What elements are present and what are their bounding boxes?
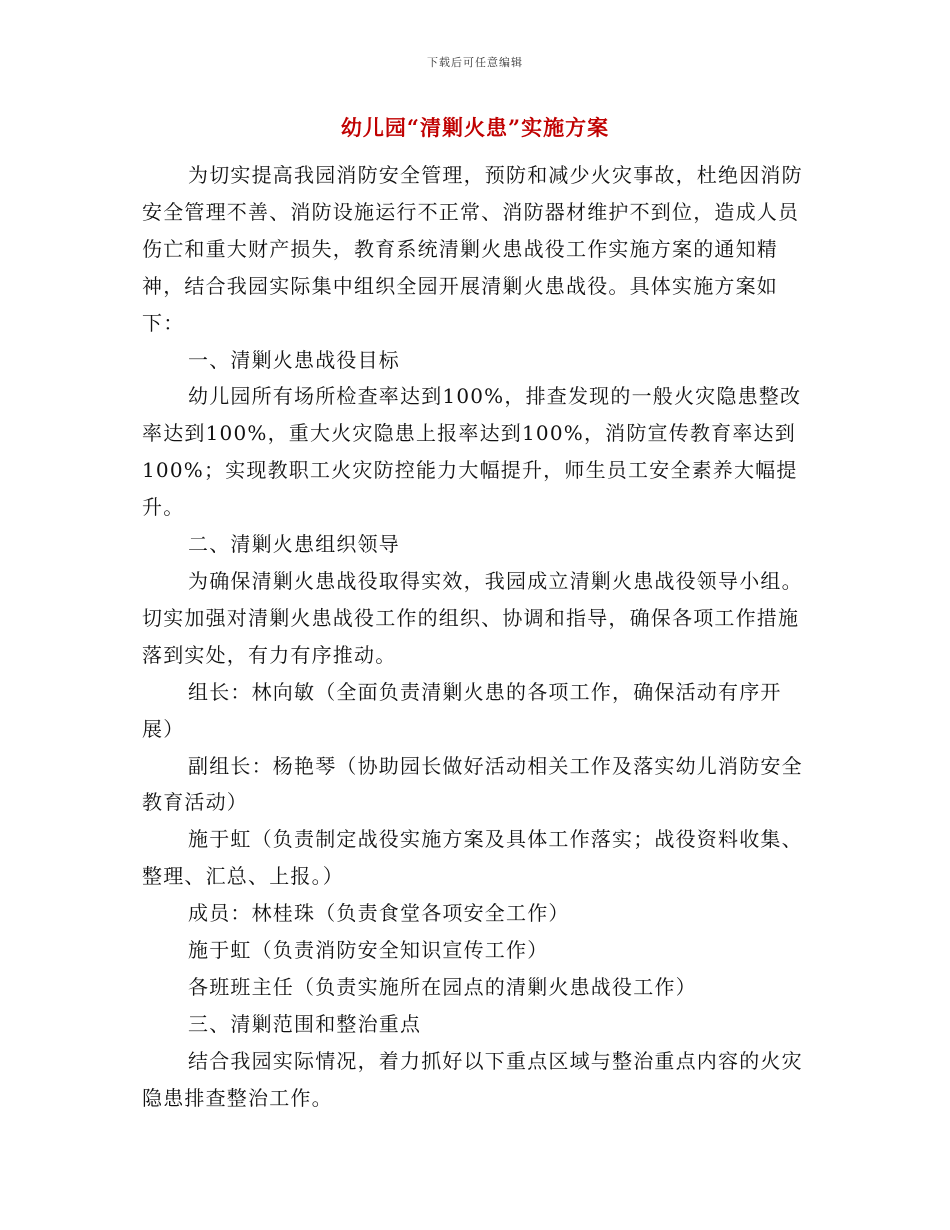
leadership-paragraph: 为确保清剿火患战役取得实效，我园成立清剿火患战役领导小组。切实加强对清剿火患战役工作的组织、协调和指导，确保各项工作措施落到实处，有力有序推动。 [142, 568, 803, 667]
member-teachers-paragraph: 各班班主任（负责实施所在园点的清剿火患战役工作） [188, 974, 697, 999]
goals-paragraph: 幼儿园所有场所检查率达到100%，排查发现的一般火灾隐患整改率达到100%，重大火灾隐患上报率达到100%，消防宣传教育率达到100%；实现教职工火灾防控能力大幅提升，师生员工安全素养大幅提升。 [142, 384, 802, 520]
member-publicity-paragraph: 施于虹（负责消防安全知识宣传工作） [188, 938, 549, 963]
section-heading-goals: 一、清剿火患战役目标 [188, 347, 400, 372]
document-title: 幼儿园“清剿火患”实施方案 [340, 115, 610, 140]
scope-paragraph: 结合我园实际情况，着力抓好以下重点区域与整治重点内容的火灾隐患排查整治工作。 [142, 1048, 803, 1110]
section-heading-scope: 三、清剿范围和整治重点 [188, 1011, 422, 1036]
deputy-member-paragraph: 施于虹（负责制定战役实施方案及具体工作落实；战役资料收集、整理、汇总、上报。） [142, 827, 803, 889]
header-note: 下载后可任意编辑 [427, 56, 523, 69]
member-canteen-paragraph: 成员：林桂珠（负责食堂各项安全工作） [188, 901, 570, 926]
team-leader-paragraph: 组长：林向敏（全面负责清剿火患的各项工作，确保活动有序开展） [142, 679, 782, 741]
section-heading-leadership: 二、清剿火患组织领导 [188, 532, 400, 557]
intro-paragraph: 为切实提高我园消防安全管理，预防和减少火灾事故，杜绝因消防安全管理不善、消防设施运行不正常、消防器材维护不到位，造成人员伤亡和重大财产损失，教育系统清剿火患战役工作实施方案的通知精神，结合我园实际集中组织全园开展清剿火患战役。具体实施方案如下： [142, 163, 803, 335]
document-body [142, 157, 808, 1117]
deputy-leader-paragraph: 副组长：杨艳琴（协助园长做好活动相关工作及落实幼儿消防安全教育活动） [142, 753, 803, 815]
